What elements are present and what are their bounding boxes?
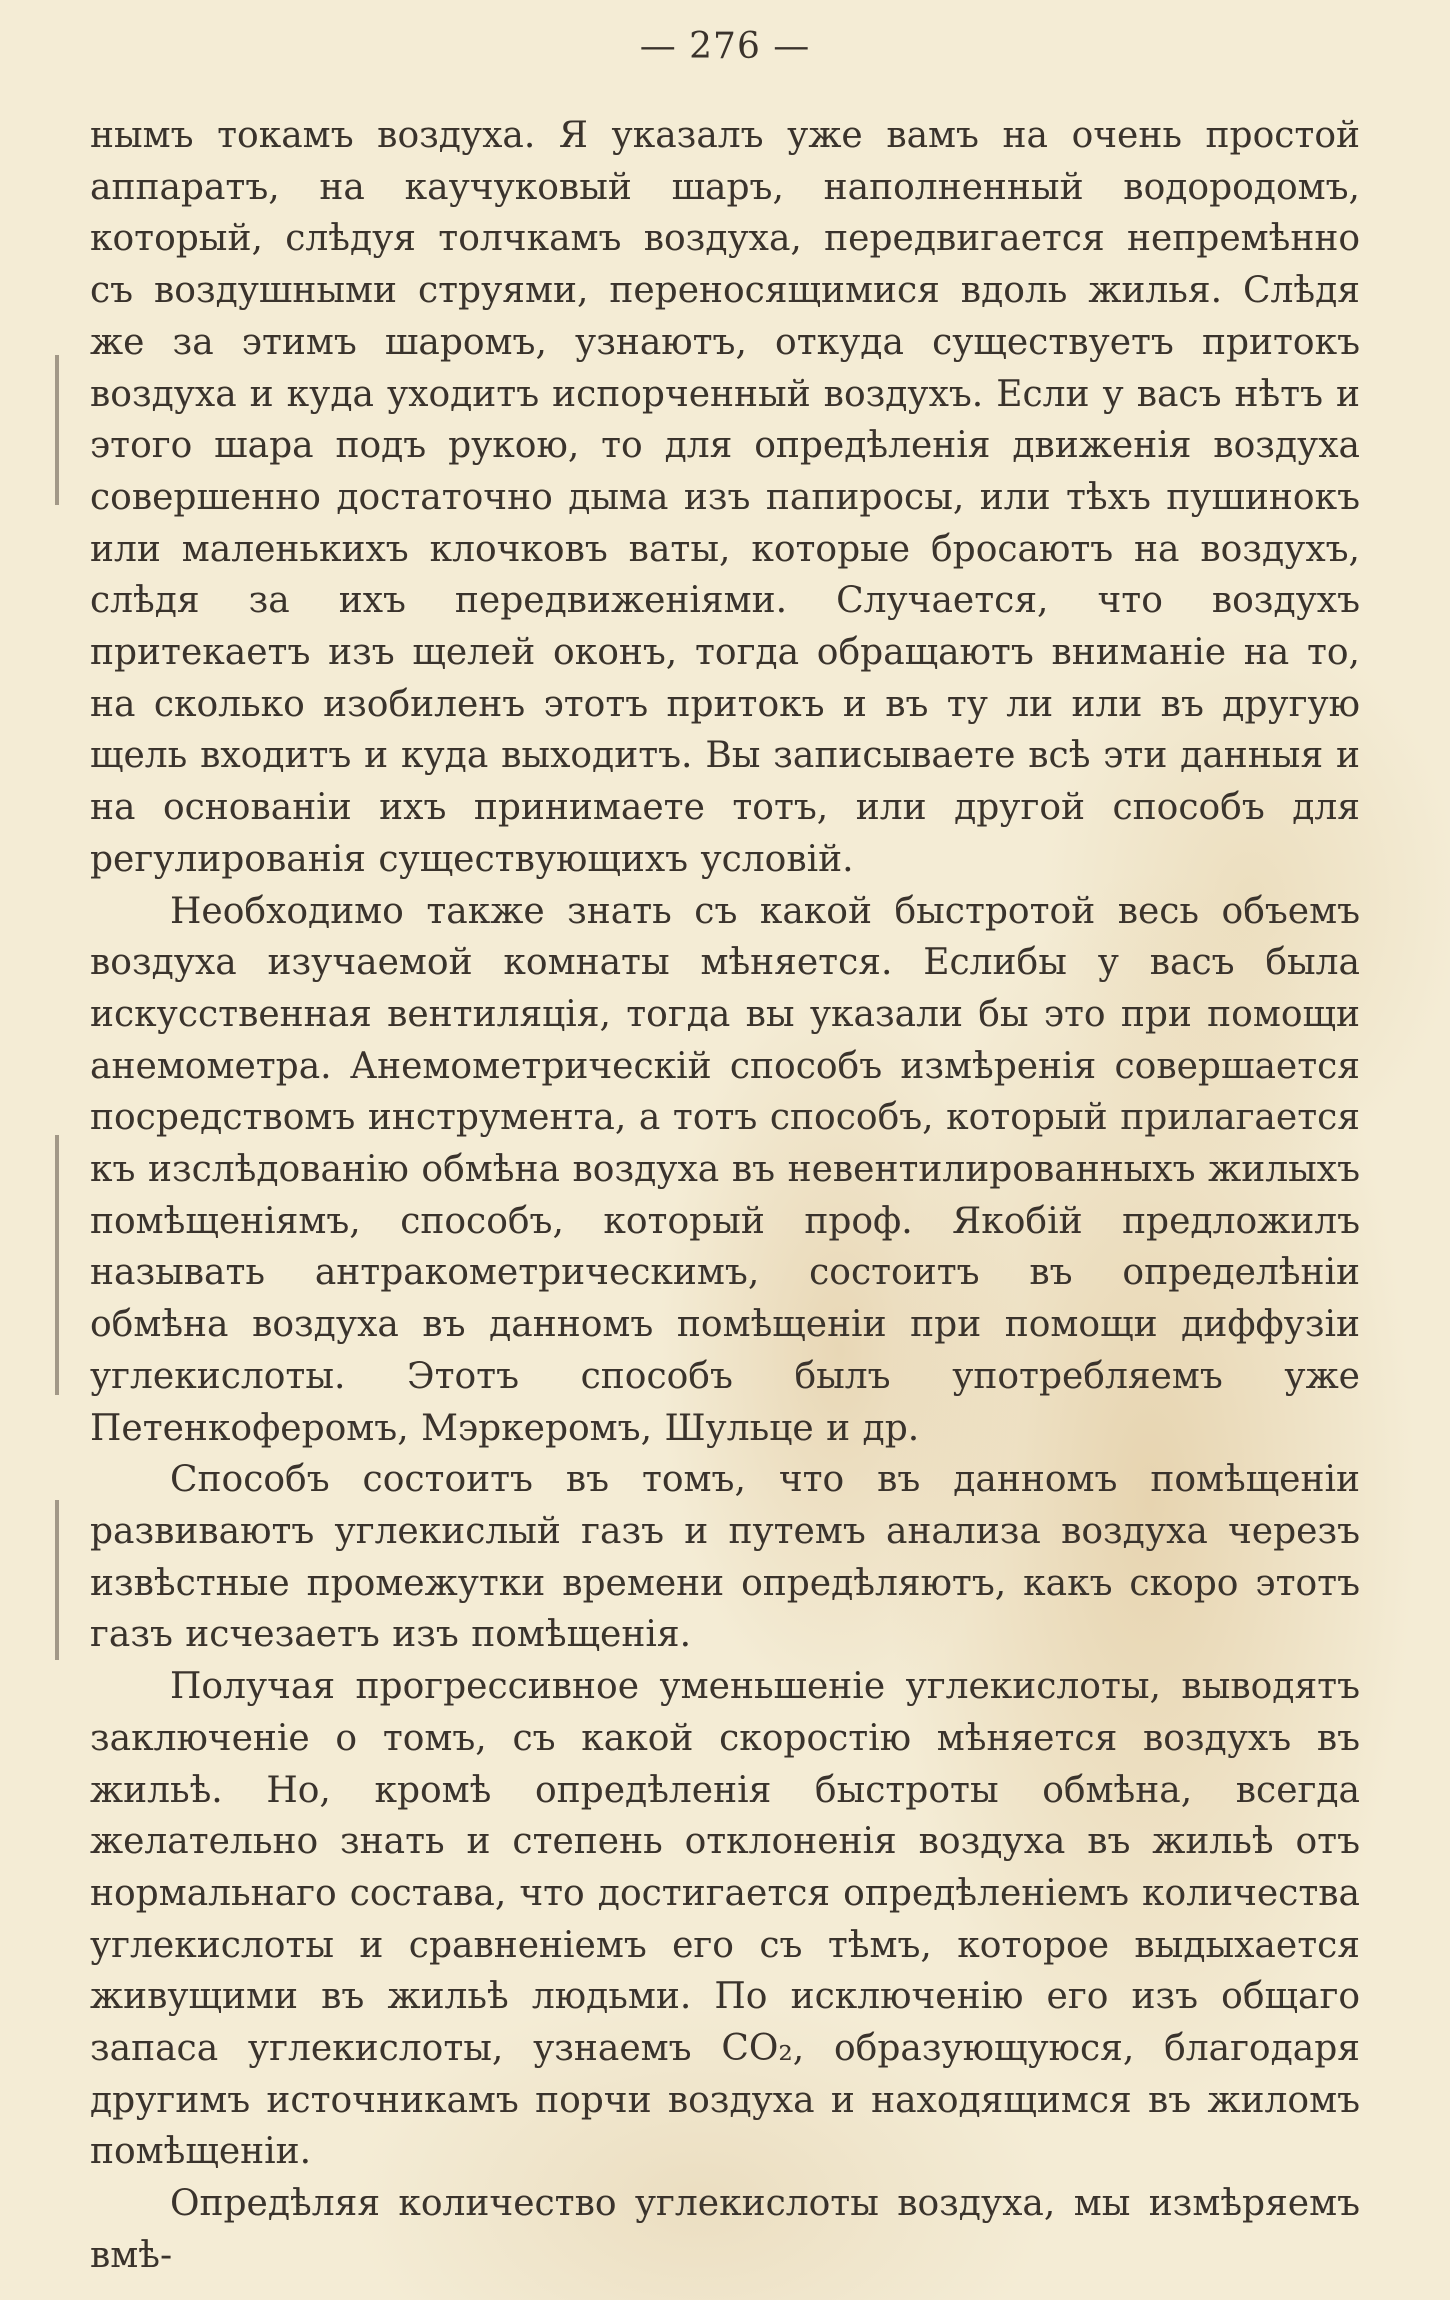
paragraph: нымъ токамъ воздуха. Я указалъ уже вамъ на очень простой аппаратъ, на каучуковый шаръ, наполненный водородомъ, который, слѣдуя толчкамъ воздуха, передвигается непремѣнно съ воздушными струями, переносящимися вдоль жилья. Слѣдя же за этимъ шаромъ, узнаютъ, откуда существуетъ притокъ воздуха и куда уходитъ испорченный воздухъ. Если у васъ нѣтъ и этого шара подъ рукою, то для опредѣленія движенія воздуха совершенно достаточно дыма изъ папиросы, или тѣхъ пушинокъ или маленькихъ клочковъ ваты, которые бросаютъ на воздухъ, слѣдя за ихъ передвиженіями. Случается, что воздухъ притекаетъ изъ щелей оконъ, тогда обращаютъ вниманіе на то, на сколько изобиленъ этотъ притокъ и въ ту ли или въ другую щель входитъ и куда выходитъ. Вы записываете всѣ эти данныя и на основаніи ихъ принимаете тотъ, или другой способъ для регулированія существующихъ условій. [90, 115, 1360, 880]
paragraph: Необходимо также знать съ какой быстротой весь объемъ воздуха изучаемой комнаты мѣняется. Еслибы у васъ была искусственная вентиляція, тогда вы указали бы это при помощи анемометра. Анемометрическій способъ измѣренія совершается посредствомъ инструмента, а тотъ способъ, который прилагается къ изслѣдованію обмѣна воздуха въ невентилированныхъ жилыхъ помѣщеніямъ, способъ, который проф. Якобій предложилъ называть антракометрическимъ, состоитъ въ определѣніи обмѣна воздуха въ данномъ помѣщеніи при помощи диффузіи углекислоты. Этотъ способъ былъ употребляемъ уже Петенкоферомъ, Мэркеромъ, Шульце и др. [90, 890, 1360, 1449]
margin-pencil-mark [55, 355, 59, 505]
body-text [90, 110, 1360, 2282]
paragraph: Опредѣляя количество углекислоты воздуха, мы измѣряемъ вмѣ- [90, 2183, 1360, 2276]
page-number: — 276 — [639, 26, 811, 67]
paragraph: Получая прогрессивное уменьшеніе углекислоты, выводятъ заключеніе о томъ, съ какой скоростію мѣняется воздухъ въ жильѣ. Но, кромѣ опредѣленія быстроты обмѣна, всегда желательно знать и степень отклоненія воздуха въ жильѣ отъ нормальнаго состава, что достигается опредѣленіемъ количества углекислоты и сравненіемъ его съ тѣмъ, которое выдыхается живущими въ жильѣ людьми. По исключенію его изъ общаго запаса углекислоты, узнаемъ CO₂, образующуюся, благодаря другимъ источникамъ порчи воздуха и находящимся въ жиломъ помѣщеніи. [90, 1666, 1360, 2173]
margin-pencil-mark [55, 1135, 59, 1395]
margin-pencil-mark [55, 1500, 59, 1660]
paragraph: Способъ состоитъ въ томъ, что въ данномъ помѣщеніи развиваютъ углекислый газъ и путемъ анализа воздуха черезъ извѣстные промежутки времени опредѣляютъ, какъ скоро этотъ газъ исчезаетъ изъ помѣщенія. [90, 1459, 1360, 1656]
